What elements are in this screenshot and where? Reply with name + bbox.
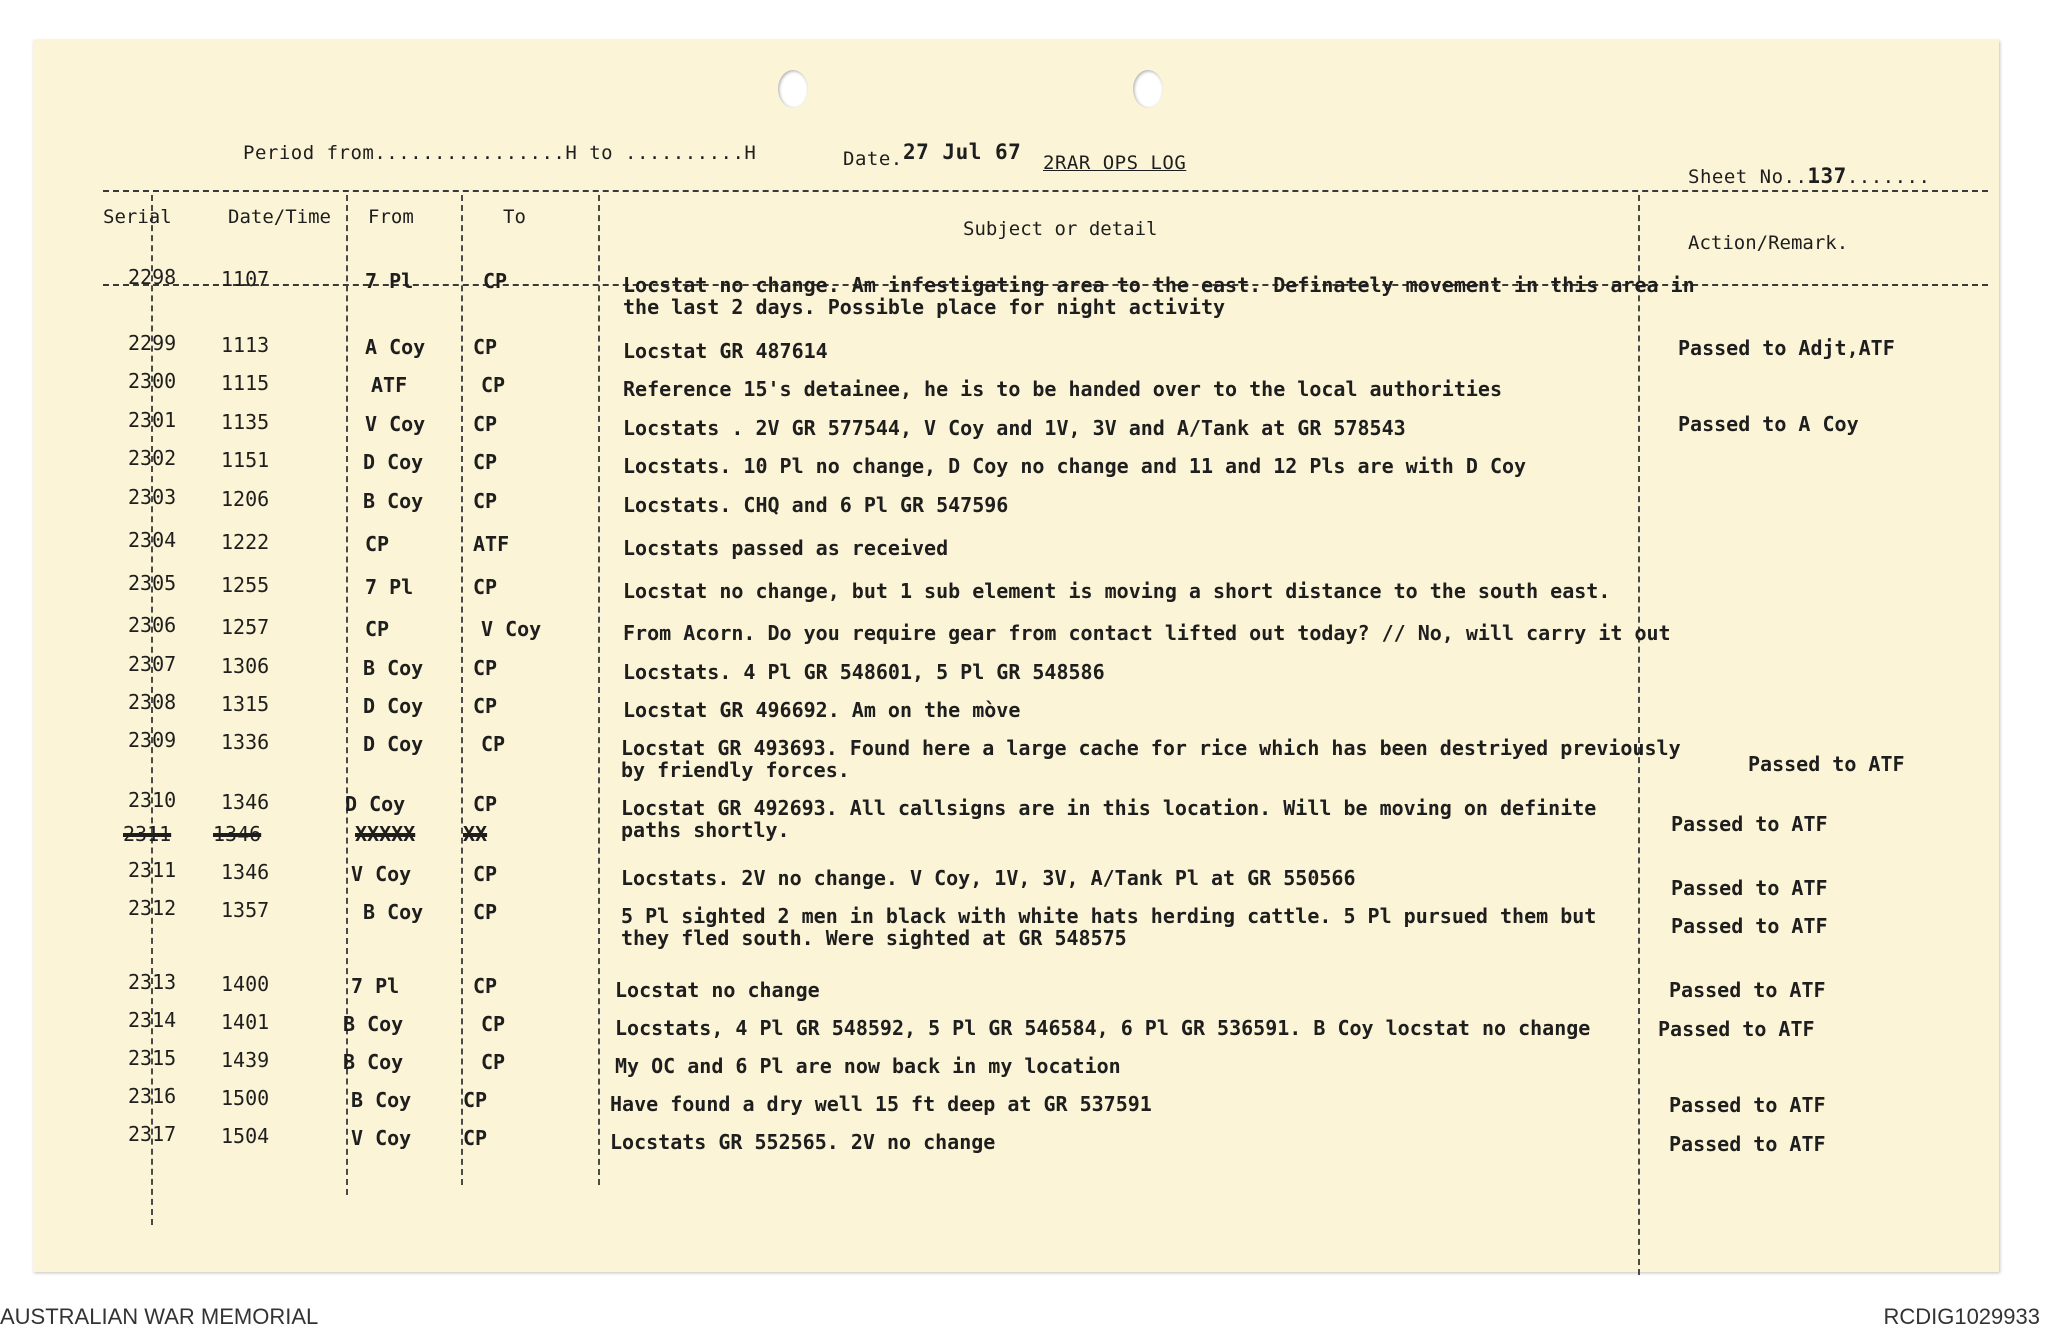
column-divider [346,195,348,1195]
column-divider [1638,195,1640,1275]
row-from: B Coy [351,1088,412,1112]
row-from: D Coy [363,450,424,474]
col-action: Action/Remark. [1688,232,1849,254]
row-to: CP [483,269,508,293]
col-datetime: Date/Time [228,206,331,228]
row-detail: Locstats passed as received [623,536,949,560]
row-time: 1439 [221,1048,270,1072]
remark-entry: Passed to Adjt,ATF [1678,336,1895,360]
row-time: 1113 [221,333,270,357]
row-detail: Locstat GR 492693. All callsigns are in this location. Will be moving on definite paths shortly. [621,796,1597,842]
row-time: 1206 [221,487,270,511]
remark-entry: Passed to ATF [1748,752,1905,776]
row-to: CP [481,373,506,397]
row-from: CP [365,532,390,556]
row-to: CP [463,1126,488,1150]
row-to: CP [481,1050,506,1074]
row-time: 1357 [221,898,270,922]
row-from: ATF [371,373,408,397]
row-time: 1500 [221,1086,270,1110]
col-subject: Subject or detail [963,218,1158,240]
row-to: CP [473,974,498,998]
row-from: B Coy [343,1050,404,1074]
remark-entry: Passed to ATF [1671,876,1828,900]
remark-entry: Passed to ATF [1669,1132,1826,1156]
row-from: 7 Pl [365,575,414,599]
row-to: CP [473,412,498,436]
row-from: D Coy [345,792,406,816]
row-time: 1135 [221,410,270,434]
struck-time: 1346 [213,822,262,846]
row-time: 1255 [221,573,270,597]
row-to: CP [473,656,498,680]
punch-hole [1133,70,1163,108]
sheet-dots: ....... [1846,166,1931,188]
row-detail: Locstats. 4 Pl GR 548601, 5 Pl GR 548586 [623,660,1105,684]
row-serial: 2306 [128,613,177,637]
row-to: CP [473,900,498,924]
header-top-rule [103,190,1988,192]
row-detail: Locstat GR 493693. Found here a large cache for rice which has been destriyed previously by friendly forces. [621,736,1681,782]
row-serial: 2298 [128,265,177,289]
row-to: CP [473,694,498,718]
row-detail: Locstat no change [615,978,820,1002]
column-divider [461,195,463,1185]
struck-from: XXXXX [355,822,416,846]
row-detail: Locstats, 4 Pl GR 548592, 5 Pl GR 546584, 6 Pl GR 536591. B Coy locstat no change [615,1016,1591,1040]
row-from: 7 Pl [365,269,414,293]
row-serial: 2301 [128,408,177,432]
row-serial: 2312 [128,896,177,920]
row-serial: 2302 [128,446,177,470]
sheet-label-text: Sheet No.. [1688,166,1808,188]
row-time: 1400 [221,972,270,996]
remark-entry: Passed to ATF [1669,978,1826,1002]
row-serial: 2310 [128,788,177,812]
row-to: CP [473,450,498,474]
row-to: CP [473,862,498,886]
row-time: 1306 [221,654,270,678]
row-detail: Locstats. 10 Pl no change, D Coy no change and 11 and 12 Pls are with D Coy [623,454,1527,478]
row-serial: 2317 [128,1122,177,1146]
row-time: 1336 [221,730,270,754]
row-serial: 2309 [128,728,177,752]
row-time: 1315 [221,692,270,716]
row-time: 1504 [221,1124,270,1148]
punch-hole [778,70,808,108]
row-from: 7 Pl [351,974,400,998]
row-time: 1401 [221,1010,270,1034]
row-detail: Locstat GR 496692. Am on the mòve [623,698,1021,722]
row-detail: Locstats . 2V GR 577544, V Coy and 1V, 3V and A/Tank at GR 578543 [623,416,1406,440]
row-serial: 2316 [128,1084,177,1108]
row-detail: Locstats GR 552565. 2V no change [610,1130,996,1154]
row-detail: Locstats. CHQ and 6 Pl GR 547596 [623,493,1009,517]
row-from: CP [365,617,390,641]
row-detail: 5 Pl sighted 2 men in black with white hats herding cattle. 5 Pl pursued them but they fled south. Were sighted at GR 548575 [621,904,1597,950]
row-serial: 2311 [128,858,177,882]
row-serial: 2299 [128,331,177,355]
row-detail: Reference 15's detainee, he is to be handed over to the local authorities [623,377,1502,401]
struck-to: XX [463,822,488,846]
row-to: CP [481,1012,506,1036]
remark-entry: Passed to ATF [1658,1017,1815,1041]
row-from: B Coy [363,656,424,680]
row-to: CP [473,489,498,513]
date-value: 27 Jul 67 [903,140,1022,164]
row-time: 1151 [221,448,270,472]
row-to: V Coy [481,617,542,641]
row-serial: 2300 [128,369,177,393]
col-from: From [368,206,414,228]
column-divider [598,195,600,1185]
row-from: B Coy [343,1012,404,1036]
row-time: 1346 [221,860,270,884]
row-from: V Coy [351,862,412,886]
remark-entry: Passed to ATF [1671,914,1828,938]
remark-entry: Passed to ATF [1671,812,1828,836]
row-serial: 2308 [128,690,177,714]
remark-entry: Passed to A Coy [1678,412,1859,436]
row-from: D Coy [363,694,424,718]
row-detail: Locstats. 2V no change. V Coy, 1V, 3V, A/Tank Pl at GR 550566 [621,866,1356,890]
col-to: To [503,206,526,228]
log-title: 2RAR OPS LOG [1043,152,1187,174]
row-time: 1346 [221,790,270,814]
row-detail: Locstat no change. Am infestigating area to the east. Definately movement in this area in the last 2 days. Possible place for night activity [623,273,1695,319]
row-to: CP [473,335,498,359]
row-from: V Coy [365,412,426,436]
footer-left: AUSTRALIAN WAR MEMORIAL [0,1304,319,1329]
remark-entry: Passed to ATF [1669,1093,1826,1117]
row-from: B Coy [363,900,424,924]
sheet-label [1688,164,1930,188]
row-detail: Locstat no change, but 1 sub element is moving a short distance to the south east. [623,579,1611,603]
period-field: Period from................H to ..........H [243,142,757,164]
row-to: ATF [473,532,510,556]
row-detail: Have found a dry well 15 ft deep at GR 537591 [610,1092,1152,1116]
date-label: Date. [843,148,903,170]
col-serial: Serial [103,206,172,228]
row-serial: 2313 [128,970,177,994]
row-serial: 2315 [128,1046,177,1070]
row-to: CP [473,575,498,599]
row-time: 1257 [221,615,270,639]
row-from: A Coy [365,335,426,359]
row-to: CP [473,792,498,816]
row-from: B Coy [363,489,424,513]
row-time: 1107 [221,267,270,291]
row-detail: From Acorn. Do you require gear from contact lifted out today? // No, will carry it out [623,621,1671,645]
struck-serial: 2311 [123,822,172,846]
row-from: D Coy [363,732,424,756]
row-to: CP [463,1088,488,1112]
row-detail: Locstat GR 487614 [623,339,828,363]
row-detail: My OC and 6 Pl are now back in my location [615,1054,1121,1078]
row-to: CP [481,732,506,756]
row-time: 1115 [221,371,270,395]
row-time: 1222 [221,530,270,554]
row-serial: 2307 [128,652,177,676]
sheet-number: 137 [1807,164,1847,188]
row-serial: 2305 [128,571,177,595]
footer-right: RCDIG1029933 [1883,1304,2040,1329]
log-sheet [33,40,1999,1272]
row-from: V Coy [351,1126,412,1150]
row-serial: 2314 [128,1008,177,1032]
row-serial: 2304 [128,528,177,552]
row-serial: 2303 [128,485,177,509]
